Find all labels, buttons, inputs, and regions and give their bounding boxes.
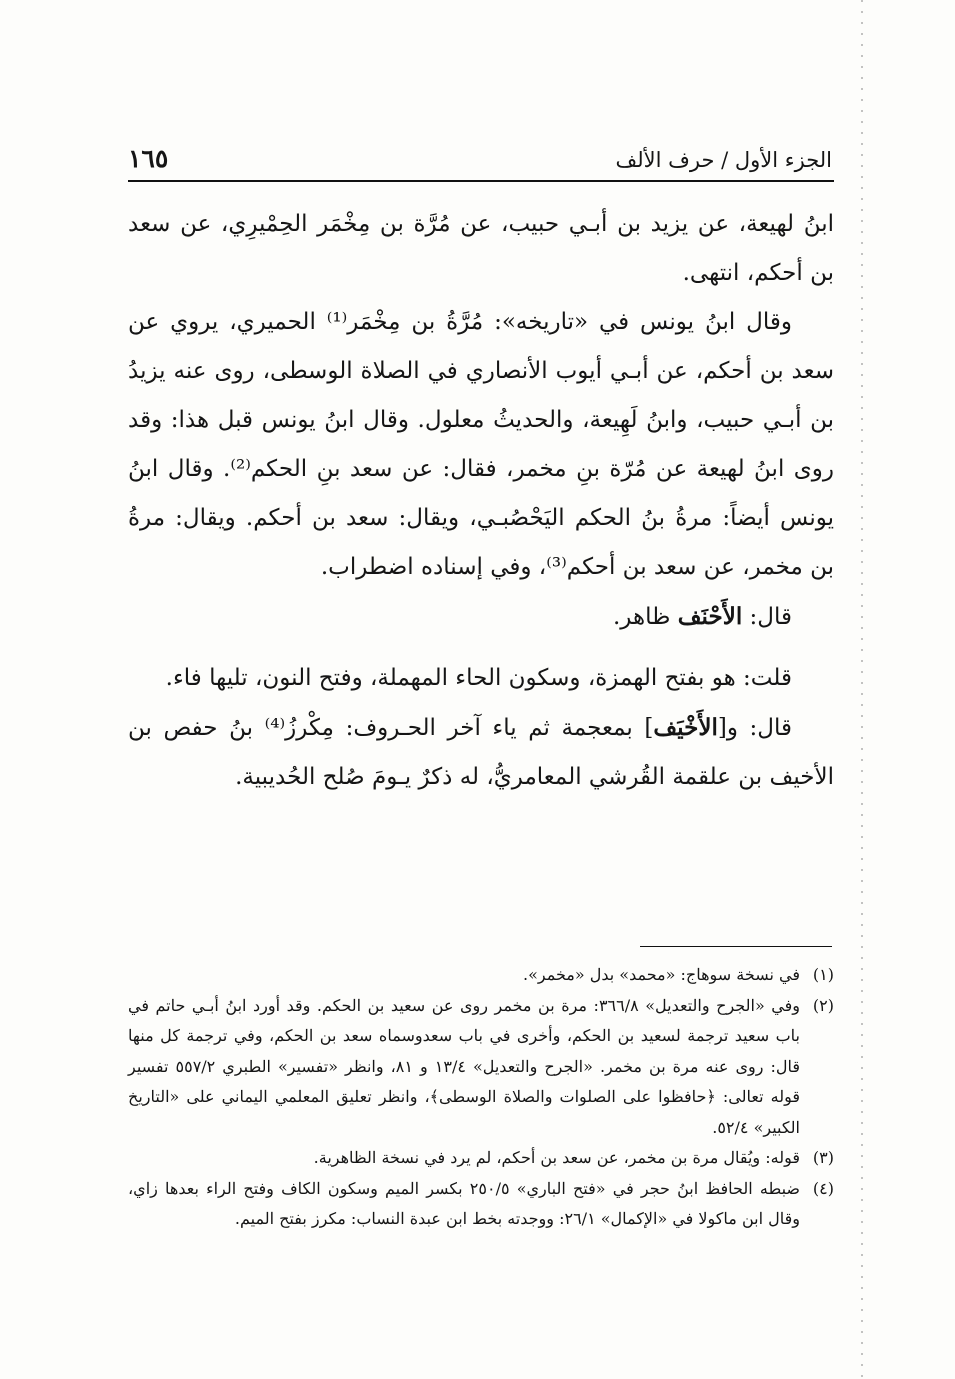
footnote-text: قوله: ويُقال مرة بن مخمر، عن سعد بن أحكم، لم يرد في نسخة الظاهرية. [313, 1148, 800, 1167]
footnote [128, 991, 834, 1144]
running-title: الجزء الأول / حرف الألف [615, 148, 832, 172]
footnote-rule [640, 946, 832, 947]
footnote-text: وفي «الجرح والتعديل» ٣٦٦/٨: مرة بن مخمر روى عن سعيد بن الحكم. وقد أورد ابنُ أبـي حاتم في باب سعيد ترجمة لسعيد بن الحكم، وأخرى في باب سعدوسماه سعد بن الحكم، وفي ترجمة كل منها قال: روى عنه مرة بن مخمر. «الجرح والتعديل» ١٣/٤ و ٨١، وانظر «تفسير» الطبري ٥٥٧/٢ تفسير قوله تعالى: ﴿حافظوا على الصلوات والصلاة الوسطى﴾، وانظر تعليق المعلمي اليماني على «التاريخ الكبير» ٥٢/٤. [128, 995, 800, 1137]
qultu-paragraph: قلت: هو بفتح الهمزة، وسكون الحاء المهملة، وفتح النون، تليها فاء. [165, 665, 792, 691]
entry-akhyaf [128, 703, 834, 802]
qala-label: قال: [749, 604, 792, 630]
header-rule [128, 180, 834, 182]
footnote-text: ضبطه الحافظ ابنُ حجر في «فتح الباري» ٢٥٠/٥ بكسر الميم وسكون الكاف وفتح الراء بعدها زاي، وقال ابن ماكولا في «الإكمال» ٢٦/١: ووجدته بخط ابن عبدة النساب: مكرز بفتح الميم. [128, 1178, 800, 1228]
entry-ahnaf-text: ظاهر. [612, 604, 671, 630]
footnote-number: (٣) [812, 1148, 834, 1167]
akhyaf-prefix: قال: و[ [717, 715, 792, 741]
footnote-number: (١) [812, 965, 834, 984]
entry-name-akhyaf: الأَخْيَف [653, 714, 718, 741]
paragraph: وقال ابنُ يونس في «تاريخه»: مُرَّةُ بن مِخْمَر⁽¹⁾ الحميري، يروي عن سعد بن أحكم، عن أبـي أيوب الأنصاري في الصلاة الوسطى، روى عنه يزيدُ بن أبـي حبيب، وابنُ لَهِيعة، والحديثُ معلول. وقال ابنُ يونس قبل هذا: وقد روى ابنُ لهيعة عن مُرّة بنِ مخمر، فقال: عن سعد بنِ الحكم⁽²⁾. وقال ابنُ يونس أيضاً: مرةُ بنُ الحكم اليَحْصُبـي، ويقال: سعد بن أحكم. ويقال: مرةُ بن مخمر، عن سعد بن أحكم⁽³⁾، وفي إسناده اضطراب. [128, 309, 835, 580]
footnote-number: (٤) [812, 1178, 834, 1198]
entry-name-ahnaf: الأَحْنَف [677, 603, 743, 630]
entry-akhyaf-text: ] بمعجمة ثم ياء آخر الحـروف: مِكْرزُ⁽⁴⁾ بنُ حفص بن الأخيف بن علقمة القُرشي المعامريُّ، له ذكرٌ يـومَ صُلح الحُديبية. [128, 715, 834, 790]
entry-ahnaf [128, 592, 834, 642]
footnote [128, 1143, 834, 1174]
footnote-text: في نسخة سوهاج: «محمد» بدل «مخمر». [523, 965, 800, 984]
footnote [128, 1174, 834, 1235]
footnotes [128, 960, 834, 1235]
scan-edge-dots [861, 0, 863, 1379]
main-text [128, 200, 834, 802]
footnote [128, 960, 834, 991]
paragraph: ابنُ لهيعة، عن يزيد بن أبـي حبيب، عن مُرَّة بن مِخْمَر الحِمْيرِي، عن سعد بن أحكم، انتهى. [128, 211, 834, 286]
page-header [128, 140, 832, 180]
footnote-number: (٢) [812, 995, 834, 1015]
page-number: ١٦٥ [128, 144, 169, 173]
